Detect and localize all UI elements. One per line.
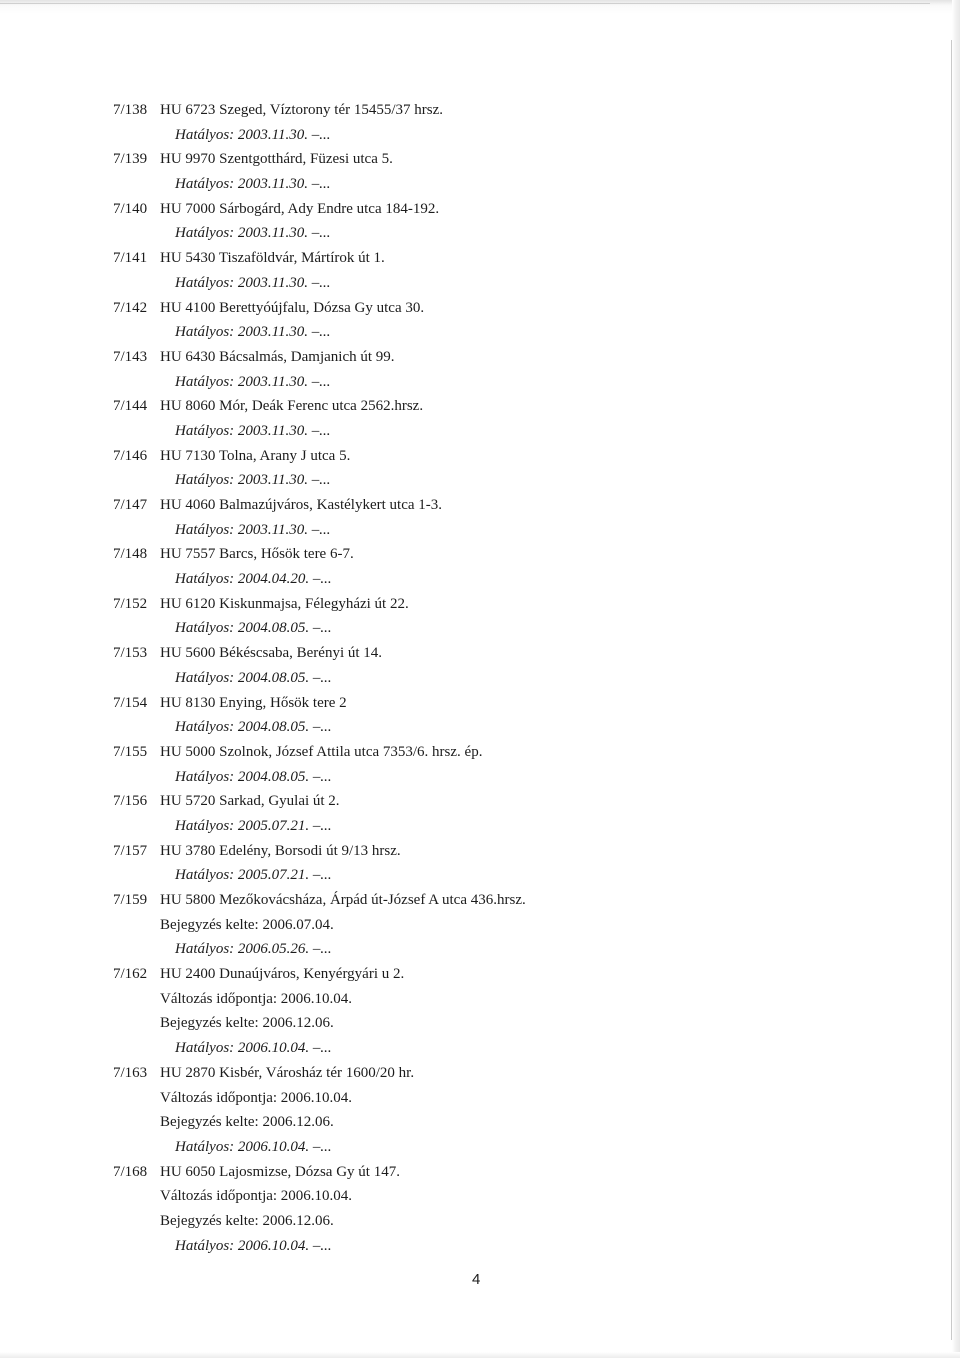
entry-number: 7/153: [113, 645, 148, 662]
validity-date: Hatályos: 2003.11.30. –...: [175, 274, 331, 291]
entry-line: [0, 197, 940, 222]
register-entry: [0, 493, 940, 542]
entry-number: 7/155: [113, 743, 148, 760]
register-entry: [0, 296, 940, 345]
register-entry: [0, 197, 940, 246]
entry-number: 7/148: [113, 546, 148, 563]
entry-address: HU 7130 Tolna, Arany J utca 5.: [160, 447, 351, 464]
register-entry: [0, 592, 940, 641]
entry-detail: Változás időpontja: 2006.10.04.: [160, 1089, 353, 1106]
register-entry: [0, 740, 940, 789]
entry-line: [0, 271, 940, 296]
entry-number: 7/163: [113, 1064, 148, 1081]
register-entry: [0, 641, 940, 690]
register-entry: [0, 839, 940, 888]
validity-date: Hatályos: 2003.11.30. –...: [175, 472, 331, 489]
scan-top-rule: [0, 3, 930, 4]
entry-address: HU 4060 Balmazújváros, Kastélykert utca 1-3.: [160, 497, 443, 513]
entry-line: [0, 888, 940, 913]
entry-line: [0, 789, 940, 814]
entry-line: [0, 98, 940, 123]
entry-number: 7/139: [113, 151, 148, 168]
entry-line: [0, 542, 940, 567]
entry-address: HU 6120 Kiskunmajsa, Félegyházi út 22.: [160, 595, 409, 612]
entry-address: HU 2870 Kisbér, Városház tér 1600/20 hr.: [160, 1064, 415, 1081]
validity-date: Hatályos: 2004.08.05. –...: [175, 669, 332, 686]
validity-date: Hatályos: 2005.07.21. –...: [175, 817, 332, 834]
entry-address: HU 8060 Mór, Deák Ferenc utca 2562.hrsz.: [160, 398, 424, 415]
register-entry: [0, 1061, 940, 1160]
entry-line: [0, 962, 940, 987]
entry-line: [0, 123, 940, 148]
entry-address: HU 3780 Edelény, Borsodi út 9/13 hrsz.: [160, 842, 401, 859]
entry-line: [0, 296, 940, 321]
validity-date: Hatályos: 2003.11.30. –...: [175, 521, 331, 538]
entry-address: HU 8130 Enying, Hősök tere 2: [160, 694, 347, 711]
entry-line: [0, 1160, 940, 1185]
entry-line: [0, 221, 940, 246]
register-entry-list: [0, 98, 940, 1258]
page-number: 4: [472, 1271, 481, 1288]
register-entry: [0, 888, 940, 962]
entry-address: HU 4100 Berettyóújfalu, Dózsa Gy utca 30.: [160, 299, 425, 316]
register-entry: [0, 691, 940, 740]
validity-date: Hatályos: 2005.07.21. –...: [175, 867, 332, 884]
validity-date: Hatályos: 2004.08.05. –...: [175, 620, 332, 637]
entry-address: HU 5430 Tiszaföldvár, Mártírok út 1.: [160, 250, 385, 267]
entry-line: [0, 641, 940, 666]
entry-line: [0, 1110, 940, 1135]
entry-address: HU 2400 Dunaújváros, Kenyérgyári u 2.: [160, 966, 405, 983]
validity-date: Hatályos: 2006.10.04. –...: [175, 1237, 332, 1254]
entry-number: 7/138: [113, 102, 148, 118]
entry-line: [0, 1061, 940, 1086]
validity-date: Hatályos: 2003.11.30. –...: [175, 373, 331, 390]
entry-line: [0, 172, 940, 197]
entry-line: [0, 987, 940, 1012]
register-entry: [0, 962, 940, 1061]
entry-number: 7/162: [113, 966, 148, 983]
entry-line: [0, 863, 940, 888]
entry-line: [0, 1086, 940, 1111]
entry-number: 7/141: [113, 250, 148, 267]
register-entry: [0, 444, 940, 493]
entry-address: HU 5720 Sarkad, Gyulai út 2.: [160, 793, 340, 810]
entry-address: HU 6050 Lajosmizse, Dózsa Gy út 147.: [160, 1163, 400, 1180]
entry-line: [0, 493, 940, 518]
entry-address: HU 5000 Szolnok, József Attila utca 7353/6. hrsz. ép.: [160, 743, 483, 760]
entry-line: [0, 1184, 940, 1209]
register-entry: [0, 1160, 940, 1259]
entry-line: [0, 345, 940, 370]
entry-line: [0, 839, 940, 864]
entry-detail: Bejegyzés kelte: 2006.12.06.: [160, 1212, 334, 1229]
validity-date: Hatályos: 2003.11.30. –...: [175, 324, 331, 341]
entry-line: [0, 1036, 940, 1061]
validity-date: Hatályos: 2004.08.05. –...: [175, 719, 332, 736]
entry-line: [0, 468, 940, 493]
entry-address: HU 7000 Sárbogárd, Ady Endre utca 184-192.: [160, 200, 440, 217]
entry-line: [0, 320, 940, 345]
entry-address: HU 6430 Bácsalmás, Damjanich út 99.: [160, 348, 395, 365]
entry-number: 7/142: [113, 299, 148, 316]
entry-line: [0, 394, 940, 419]
validity-date: Hatályos: 2003.11.30. –...: [175, 422, 331, 439]
validity-date: Hatályos: 2006.10.04. –...: [175, 1138, 332, 1155]
entry-number: 7/143: [113, 348, 148, 365]
entry-line: [0, 715, 940, 740]
entry-line: [0, 765, 940, 790]
entry-line: [0, 691, 940, 716]
entry-line: [0, 937, 940, 962]
register-entry: [0, 542, 940, 591]
validity-date: Hatályos: 2004.08.05. –...: [175, 768, 332, 785]
entry-line: [0, 913, 940, 938]
entry-line: [0, 740, 940, 765]
validity-date: Hatályos: 2003.11.30. –...: [175, 176, 331, 193]
entry-line: [0, 246, 940, 271]
scan-bottom-edge: [0, 1352, 960, 1358]
entry-line: [0, 419, 940, 444]
validity-date: Hatályos: 2004.04.20. –...: [175, 571, 332, 588]
entry-number: 7/159: [113, 892, 148, 908]
entry-number: 7/144: [113, 398, 148, 415]
register-entry: [0, 345, 940, 394]
register-entry: [0, 394, 940, 443]
entry-line: [0, 370, 940, 395]
entry-detail: Bejegyzés kelte: 2006.12.06.: [160, 1114, 334, 1131]
entry-number: 7/147: [113, 497, 148, 513]
entry-line: [0, 814, 940, 839]
entry-line: [0, 666, 940, 691]
register-entry: [0, 789, 940, 838]
entry-number: 7/157: [113, 842, 148, 859]
entry-detail: Bejegyzés kelte: 2006.12.06.: [160, 1015, 334, 1032]
entry-number: 7/140: [113, 200, 148, 217]
entry-number: 7/146: [113, 447, 148, 464]
validity-date: Hatályos: 2006.10.04. –...: [175, 1040, 332, 1057]
entry-number: 7/154: [113, 694, 148, 711]
entry-address: HU 7557 Barcs, Hősök tere 6-7.: [160, 546, 354, 563]
entry-address: HU 5600 Békéscsaba, Berényi út 14.: [160, 645, 383, 662]
entry-detail: Bejegyzés kelte: 2006.07.04.: [160, 916, 334, 933]
entry-line: [0, 567, 940, 592]
entry-address: HU 6723 Szeged, Víztorony tér 15455/37 hrsz.: [160, 102, 444, 118]
entry-number: 7/156: [113, 793, 148, 810]
entry-line: [0, 592, 940, 617]
validity-date: Hatályos: 2003.11.30. –...: [175, 126, 331, 143]
entry-line: [0, 1011, 940, 1036]
entry-line: [0, 1234, 940, 1259]
entry-line: [0, 518, 940, 543]
entry-line: [0, 1209, 940, 1234]
validity-date: Hatályos: 2006.05.26. –...: [175, 941, 332, 958]
entry-line: [0, 147, 940, 172]
entry-line: [0, 444, 940, 469]
register-entry: [0, 246, 940, 295]
validity-date: Hatályos: 2003.11.30. –...: [175, 225, 331, 242]
scan-right-edge: [952, 0, 960, 1358]
entry-address: HU 5800 Mezőkovácsháza, Árpád út-József A utca 436.hrsz.: [160, 892, 526, 908]
register-entry: [0, 98, 940, 147]
entry-address: HU 9970 Szentgotthárd, Füzesi utca 5.: [160, 151, 393, 168]
scan-right-rule: [951, 40, 952, 1340]
entry-line: [0, 616, 940, 641]
entry-detail: Változás időpontja: 2006.10.04.: [160, 1188, 353, 1205]
entry-number: 7/152: [113, 595, 148, 612]
entry-number: 7/168: [113, 1163, 148, 1180]
entry-detail: Változás időpontja: 2006.10.04.: [160, 990, 353, 1007]
entry-line: [0, 1135, 940, 1160]
register-entry: [0, 147, 940, 196]
